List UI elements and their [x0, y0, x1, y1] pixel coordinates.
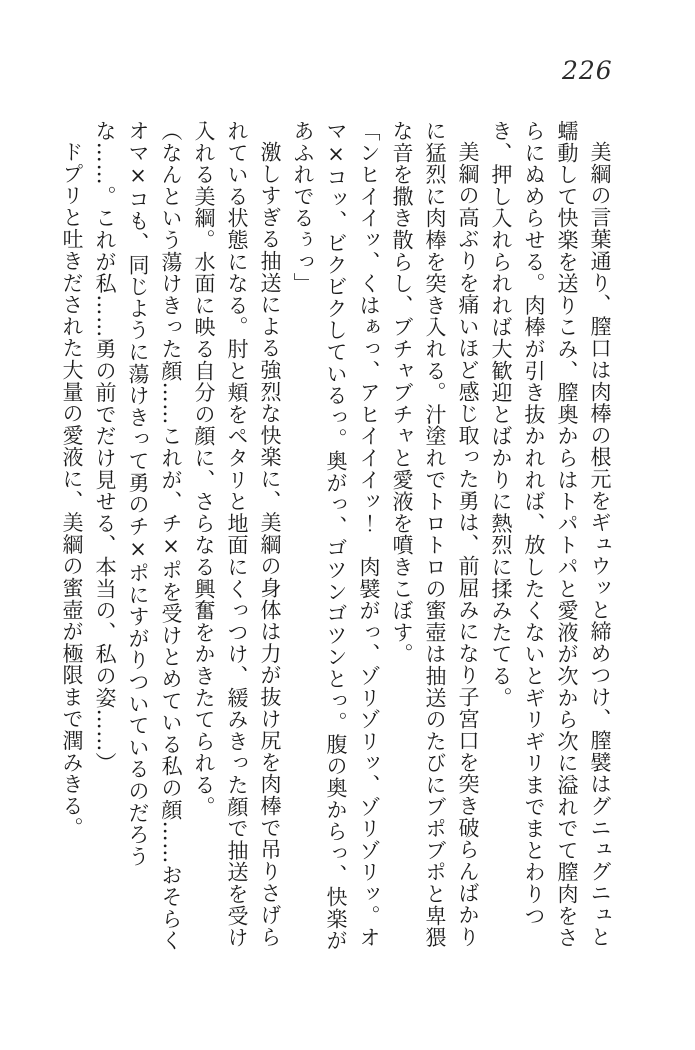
- paragraph-1: 美綱の言葉通り、膣口は肉棒の根元をギュウッと締めつけ、膣襞はグニュグニュと蠕動して快楽を送りこみ、膣奥からはトパトパと愛液が次から次に溢れでて膣肉をさらにぬめらせる。肉棒が引き抜かれれば、放したくないとギリギリまでまとわりつき、押し入れられれば大歓迎とばかりに熱烈に揉みたてる。: [489, 120, 612, 949]
- paragraph-4: 激しすぎる抽送による強烈な快楽に、美綱の身体は力が抜け尻を肉棒で吊りさげられている状態になる。肘と頬をペタリと地面にくっつけ、緩みきった顔で抽送を受け入れる美綱。水面に映る自分の顔に、さらなる興奮をかきたてられる。: [192, 120, 282, 949]
- paragraph-5-monologue: （なんという蕩けきった顔……これが、チ×ポを受けとめている私の顔……おそらくオマ×コも、同じように蕩けきって勇のチ×ポにすがりついているのだろうな……。これが私……勇の前でだけ見せる、本当の、私の姿……）: [93, 120, 183, 952]
- page-number: 226: [562, 56, 613, 85]
- body-text: [55, 120, 616, 954]
- paragraph-6: ドプリと吐きだされた大量の愛液に、美綱の蜜壺が極限まで潤みきる。: [60, 141, 84, 839]
- paragraph-2: 美綱の高ぶりを痛いほど感じ取った勇は、前屈みになり子宮口を突き破らんばかりに猛烈に肉棒を突き入れる。汁塗れでトロトロの蜜壺は抽送のたびにブポブポと卑猥な音を撒き散らし、ブチャブチャと愛液を噴きこぼす。: [390, 120, 480, 949]
- paragraph-3-dialogue: 「ンヒイイッ、くはぁっ、アヒイイイッ！ 肉襞がっ、ゾリゾリッ、ゾリゾリッ。オマ×コッ、ビクビクしているっ。奥がっ、ゴツンゴツンとっ。腹の奥からっ、快楽があふれでるぅっ」: [291, 120, 381, 952]
